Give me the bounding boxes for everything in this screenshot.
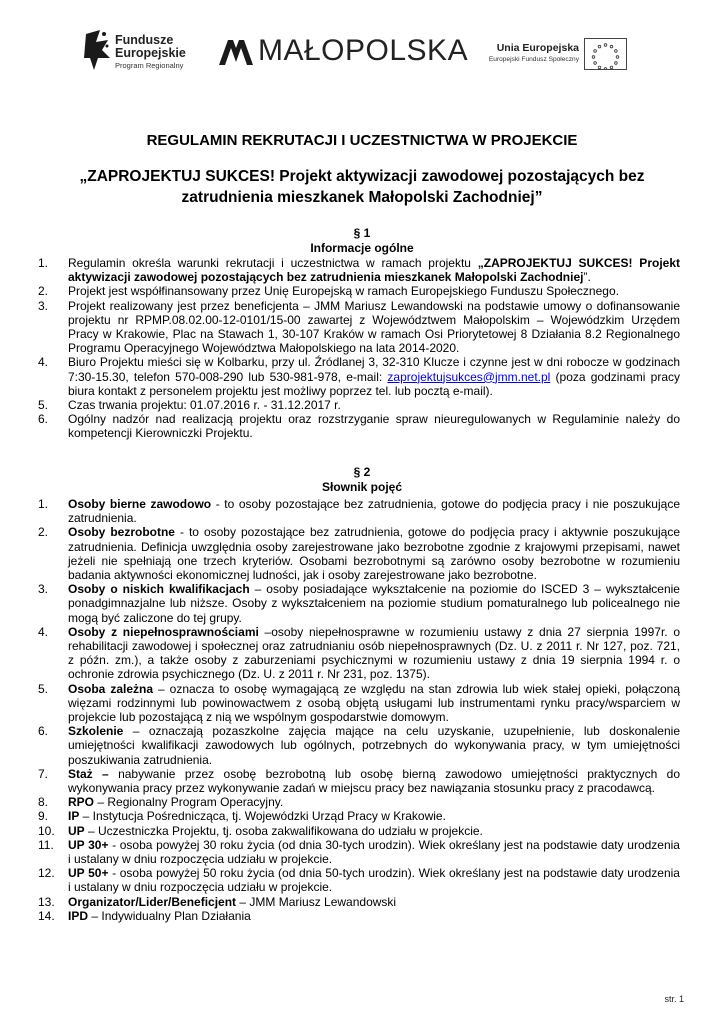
section2-list xyxy=(38,497,680,923)
term: Osoby bierne zawodowo xyxy=(68,497,212,511)
item-number: 2. xyxy=(38,525,49,540)
term: RPO xyxy=(68,795,95,810)
email-link[interactable]: zaprojektujsukces@jmm.net.pl xyxy=(387,369,551,384)
item-number: 4. xyxy=(38,355,49,370)
list-item xyxy=(38,284,680,298)
item-text: Ogólny nadzór nad realizacją projektu oraz rozstrzyganie spraw nieuregulowanych w Regulaminie należy do kompetencji Kierowniczki Projektu. xyxy=(68,412,680,441)
ue-logo-line1: Unia Europejska xyxy=(496,42,579,54)
item-number: 11. xyxy=(38,837,54,852)
item-text-end: (poza godzinami pracy biura kontakt z personelem projektu jest możliwy poprzez tel. lub pocztą e-mail). xyxy=(68,369,681,398)
fe-star-flag-icon xyxy=(82,28,112,72)
item-number: 7. xyxy=(38,766,49,781)
header-logos xyxy=(82,20,642,82)
list-item xyxy=(38,355,680,398)
list-item xyxy=(38,809,680,823)
list-item xyxy=(38,525,680,582)
document-title: REGULAMIN REKRUTACJI I UCZESTNICTWA W PROJEKCIE xyxy=(146,132,578,149)
list-item xyxy=(38,838,680,866)
item-number: 4. xyxy=(38,624,49,639)
list-item xyxy=(38,824,680,838)
item-number: 3. xyxy=(38,582,49,597)
item-text-end: ”. xyxy=(583,270,591,285)
term: Osoby o niskich kwalifikacjach xyxy=(68,582,250,597)
section1-heading: § 1 xyxy=(353,226,371,240)
section2-name: Słownik pojęć xyxy=(321,480,402,494)
definition: nabywanie przez osobę bezrobotną lub osobę bierną zawodowo umiejętności praktycznych do wykonywania pracy przez wykonywanie zadań w miejscu pracy bez nawiązania stosunku pracy z pracodawcą. xyxy=(68,766,680,796)
malopolska-logo-text: MAŁOPOLSKA xyxy=(258,34,469,67)
term: Osoba zależna xyxy=(68,681,154,696)
item-text: Biuro Projektu mieści się w Kolbarku, przy ul. Źródlanej 3, 32-310 Klucze i czynne jest w dni robocze w godzinach 7:30-15.30, telefon 570-008-290 lub 530-981-978, e-mail: xyxy=(68,355,680,384)
section1-name: Informacje ogólne xyxy=(310,241,414,255)
term: UP xyxy=(68,823,85,838)
document-subtitle: „ZAPROJEKTUJ SUKCES! Projekt aktywizacji zawodowej pozostających bez zatrudnienia mieszkanek Małopolski Zachodniej” xyxy=(79,168,645,206)
definition: – oznaczają pozaszkolne zajęcia mające na celu uzyskanie, uzupełnienie, lub doskonalenie umiejętności kwalifikacji zawodowych lub ogólnych, potrzebnych do wykonywania pracy, w tym umiejętności poszukiwania zatrudnienia. xyxy=(68,724,680,767)
list-item xyxy=(38,256,680,284)
list-item xyxy=(38,909,680,923)
eu-flag-icon xyxy=(584,38,627,70)
item-number: 10. xyxy=(38,823,55,838)
item-text: Projekt jest współfinansowany przez Unię Europejską w ramach Europejskiego Funduszu Społecznego. xyxy=(68,284,619,299)
list-item xyxy=(38,682,680,725)
list-item xyxy=(38,299,680,356)
item-number: 14. xyxy=(38,908,55,923)
section2-heading: § 2 xyxy=(353,465,371,479)
definition: - to osoby pozostające bez zatrudnienia, gotowe do podjęcia pracy i nie poszukujące zatrudnienia. xyxy=(68,497,680,526)
item-number: 1. xyxy=(38,256,49,270)
list-item xyxy=(38,625,680,682)
definition: – osoby posiadające wykształcenie na poziomie do ISCED 3 – wykształcenie ponadgimnazjalne lub niższe. Osoby z wykształceniem na poziomie studium pomaturalnego lub policealnego nie mogą być zaliczone do tej grupy. xyxy=(68,582,680,625)
fe-logo-line2: Europejskie xyxy=(115,46,186,60)
definition: – oznacza to osobę wymagającą ze względu na stan zdrowia lub wiek stałej opieki, połączoną więzami rodzinnymi lub powinowactwem z osobą objętą usługami lub instrumentami rynku pracy/wsparciem w projekcie lub pozostającą z nią we wspólnym gospodarstwie domowym. xyxy=(68,681,680,725)
fe-logo-line3: Program Regionalny xyxy=(115,61,184,70)
section1-list xyxy=(38,256,680,441)
definition: – Uczestniczka Projektu, tj. osoba zakwalifikowana do udziału w projekcie. xyxy=(84,823,483,838)
item-number: 13. xyxy=(38,894,55,909)
term: UP 50+ xyxy=(68,866,109,881)
definition: –osoby niepełnosprawne w rozumieniu ustawy z dnia 27 sierpnia 1997r. o rehabilitacji zawodowej i społecznej oraz zatrudnianiu osób niepełnosprawnych (Dz. U. z 2011 r. Nr 127, poz. 721, z późn. zm.), a także osoby z zaburzeniami psychicznymi w rozumieniu ustawy z dnia 19 sierpnia 1994 r. o ochronie zdrowia psychicznego (Dz. U. z 2011 r. Nr 231, poz. 1375). xyxy=(68,624,681,682)
definition: – Regionalny Program Operacyjny. xyxy=(94,795,284,810)
list-item xyxy=(38,795,680,809)
term: Organizator/Lider/Beneficjent xyxy=(68,894,237,909)
item-number: 3. xyxy=(38,298,49,313)
definition: – Instytucja Pośrednicząca, tj. Wojewódzki Urząd Pracy w Krakowie. xyxy=(79,809,446,824)
item-number: 1. xyxy=(38,497,49,511)
term: Staż – xyxy=(68,766,109,781)
term: UP 30+ xyxy=(68,837,109,852)
item-text: Projekt realizowany jest przez beneficjenta – JMM Mariusz Lewandowski na podstawie umowy o dofinansowanie projektu nr RPMP.08.02.00-12-0101/15-00 zawartej z Województwem Małopolskim – Wojewódzkim Urzędem Pracy w Krakowie, Plac na Stawach 1, 30-107 Kraków w ramach Osi Priorytetowej 8 Działania 8.2 Regionalnego Programu Operacyjnego Województwa Małopolskiego na lata 2014-2020. xyxy=(68,298,680,356)
item-number: 9. xyxy=(38,809,49,824)
definition: – Indywidualny Plan Działania xyxy=(88,908,251,923)
page-number: str. 1 xyxy=(664,994,684,1004)
malopolska-mountain-icon xyxy=(218,36,254,66)
item-number: 6. xyxy=(38,724,49,739)
term: IP xyxy=(68,809,80,824)
fe-logo-line1: Fundusze xyxy=(115,33,174,47)
project-name: „ZAPROJEKTUJ SUKCES! Projekt aktywizacji zawodowej pozostających bez zatrudnienia mieszkanek Małopolski Zachodniej xyxy=(68,256,680,285)
item-number: 8. xyxy=(38,795,49,810)
list-item xyxy=(38,895,680,909)
item-number: 2. xyxy=(38,284,49,299)
item-text: Czas trwania projektu: 01.07.2016 r. - 31.12.2017 r. xyxy=(68,398,341,413)
item-number: 12. xyxy=(38,866,55,881)
list-item xyxy=(38,724,680,767)
list-item xyxy=(38,866,680,894)
definition: – JMM Mariusz Lewandowski xyxy=(236,894,397,909)
term: Osoby bezrobotne xyxy=(68,525,175,540)
item-text: Regulamin określa warunki rekrutacji i uczestnictwa w ramach projektu xyxy=(68,256,478,270)
term: IPD xyxy=(68,908,89,923)
ue-logo-line2: Europejski Fundusz Społeczny xyxy=(488,56,579,63)
term: Szkolenie xyxy=(68,724,124,739)
definition: - osoba powyżej 30 roku życia (od dnia 30-tych urodzin). Wiek określany jest na podstawie daty urodzenia i ustalany w dniu rozpoczęcia udziału w projekcie. xyxy=(68,837,680,867)
item-number: 5. xyxy=(38,681,49,696)
list-item xyxy=(38,398,680,412)
unia-europejska-logo xyxy=(488,38,649,78)
list-item xyxy=(38,412,680,440)
list-item xyxy=(38,767,680,795)
item-number: 6. xyxy=(38,412,49,427)
definition: - osoba powyżej 50 roku życia (od dnia 50-tych urodzin). Wiek określany jest na podstawie daty urodzenia i ustalany w dniu rozpoczęcia udziału w projekcie. xyxy=(68,866,680,895)
fundusze-europejskie-logo xyxy=(82,28,197,78)
list-item xyxy=(38,497,680,525)
definition: - to osoby pozostające bez zatrudnienia, gotowe do podjęcia pracy i aktywnie poszukujące zatrudnienia. Definicja uwzględnia osoby zarejestrowane jako bezrobotne zgodnie z krajowymi przepisami, nawet jeżeli nie spełniają one trzech kryteriów. Osobami bezrobotnymi są zarówno osoby bezrobotne w rozumieniu badania aktywności ekonomicznej ludności, jak i osoby zarejestrowane jako bezrobotne. xyxy=(68,525,681,583)
term: Osoby z niepełnosprawnościami xyxy=(68,624,259,639)
item-number: 5. xyxy=(38,398,49,413)
list-item xyxy=(38,582,680,625)
